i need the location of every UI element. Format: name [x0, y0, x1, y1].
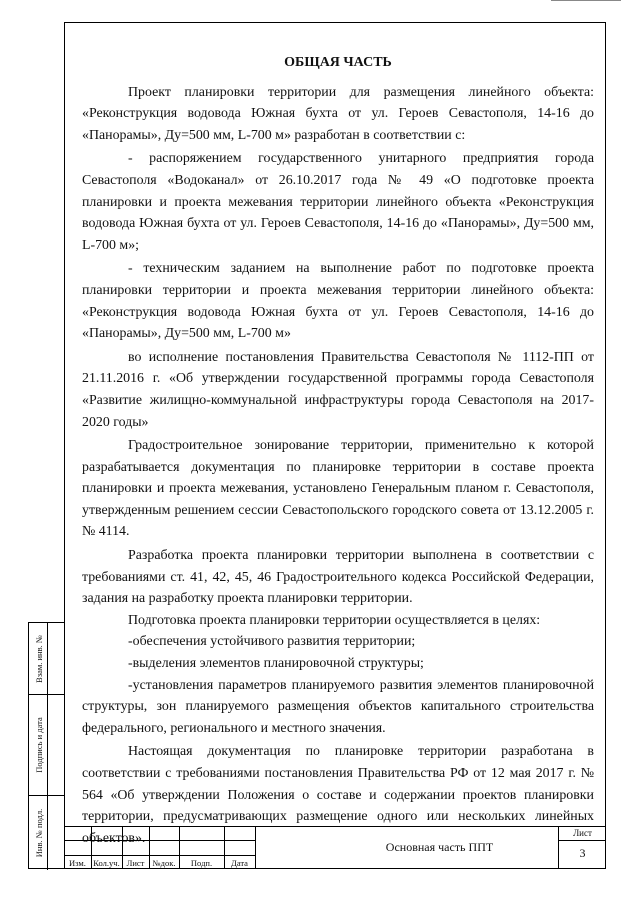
side-cell-inv-change — [29, 623, 64, 695]
side-cell-divider — [47, 623, 48, 694]
paragraph-resolution: во исполнение постановления Правительства Севастополя № 1112-ПП от 21.11.2016 г. «Об утверждении государственной программы города Севастополя «Развитие жилищно-коммунальной инфраструктуры города Севастополя на 2017-2020 годы» — [82, 349, 594, 430]
list-item-goal: -выделения элементов планировочной структуры; — [128, 656, 424, 672]
side-cell-inv-orig — [29, 796, 64, 870]
paragraph-intro: Проект планировки территории для размещения линейного объекта: «Реконструкция водовода Южная бухта от ул. Героев Севастополя, 14-16 до «Панорамы», Ду=500 мм, L-700 м» разработан в соответствии с: — [82, 84, 594, 143]
list-item-goal: -обеспечения устойчивого развития территории; — [128, 634, 416, 650]
side-label-sign-date: Подпись и дата — [34, 717, 44, 773]
side-cell-sign-date — [29, 695, 64, 796]
stamp-header-change: Изм. — [69, 858, 86, 868]
side-cell-divider — [47, 695, 48, 795]
document-body — [82, 52, 594, 849]
stamp-header-sign: Подп. — [190, 858, 213, 868]
paragraph-goals-intro: Подготовка проекта планировки территории осуществляется в целях: — [128, 612, 541, 628]
stamp-header-sheet: Лист — [126, 858, 145, 868]
paragraph-conclusion: Настоящая документация по планировке территории разработана в соответствии с требованиями постановления Правительства РФ от 12 мая 2017 г. № 564 «Об утверждении Положения о составе и содержании проектов планировки территории, предусматривающих размещение одного или нескольких линейных объектов». — [82, 744, 594, 846]
side-label-inv-orig: Инв. № подл. — [34, 808, 44, 858]
side-cell-divider — [47, 796, 48, 870]
list-item-goal: -установления параметров планируемого развития элементов планировочной структуры, зон планируемого размещения объектов капитального строительства федерального, регионального и местного значения. — [82, 677, 594, 736]
side-label-inv-change: Взам. инв. № — [34, 634, 44, 683]
page-title: ОБЩАЯ ЧАСТЬ — [284, 55, 392, 70]
paragraph-order: - распоряжением государственного унитарного предприятия города Севастополя «Водоканал» от 26.10.2017 года № 49 «О подготовке проекта планировки и проекта межевания территории линейного объекта «Реконструкция водовода Южная бухта от ул. Героев Севастополя, 14-16 до «Панорамы», Ду=500 мм, L-700 м»; — [82, 151, 594, 253]
revision-grid — [64, 827, 255, 869]
title-block — [64, 826, 606, 869]
paragraph-zoning: Градостроительное зонирование территории, применительно к которой разрабатывается документация по планировке территории в составе проекта планировки и проекта межевания, установлено Генеральным планом г. Севастополя, утвержденным решением сессии Севастопольского городского совета от 13.12.2005 г. № 4114. — [82, 438, 594, 540]
stamp-header-date: Дата — [231, 858, 248, 868]
grid-line — [64, 855, 255, 856]
stamp-header-count: Кол.уч. — [93, 858, 120, 868]
stamp-header-doc: №док. — [152, 858, 176, 868]
document-title: Основная часть ППТ — [385, 840, 494, 854]
sheet-label: Лист — [559, 828, 606, 841]
paragraph-tech-task: - техническим заданием на выполнение работ по подготовке проекта планировки территории и проекта межевания территории линейного объекта: «Реконструкция водовода Южная бухта от ул. Героев Севастополя, 14-16 до «Панорамы», Ду=500 мм, L-700 м» — [82, 261, 594, 342]
paragraph-development: Разработка проекта планировки территории выполнена в соответствии с требованиями ст. 41, 42, 45, 46 Градостроительного кодекса Российской Федерации, задания на разработку проекта планировки территории. — [82, 548, 594, 607]
page-corner-mark — [551, 0, 621, 5]
sheet-number: 3 — [579, 846, 586, 860]
sheet-number-box — [558, 827, 606, 869]
grid-line — [64, 840, 255, 841]
side-binding-column — [28, 622, 64, 869]
